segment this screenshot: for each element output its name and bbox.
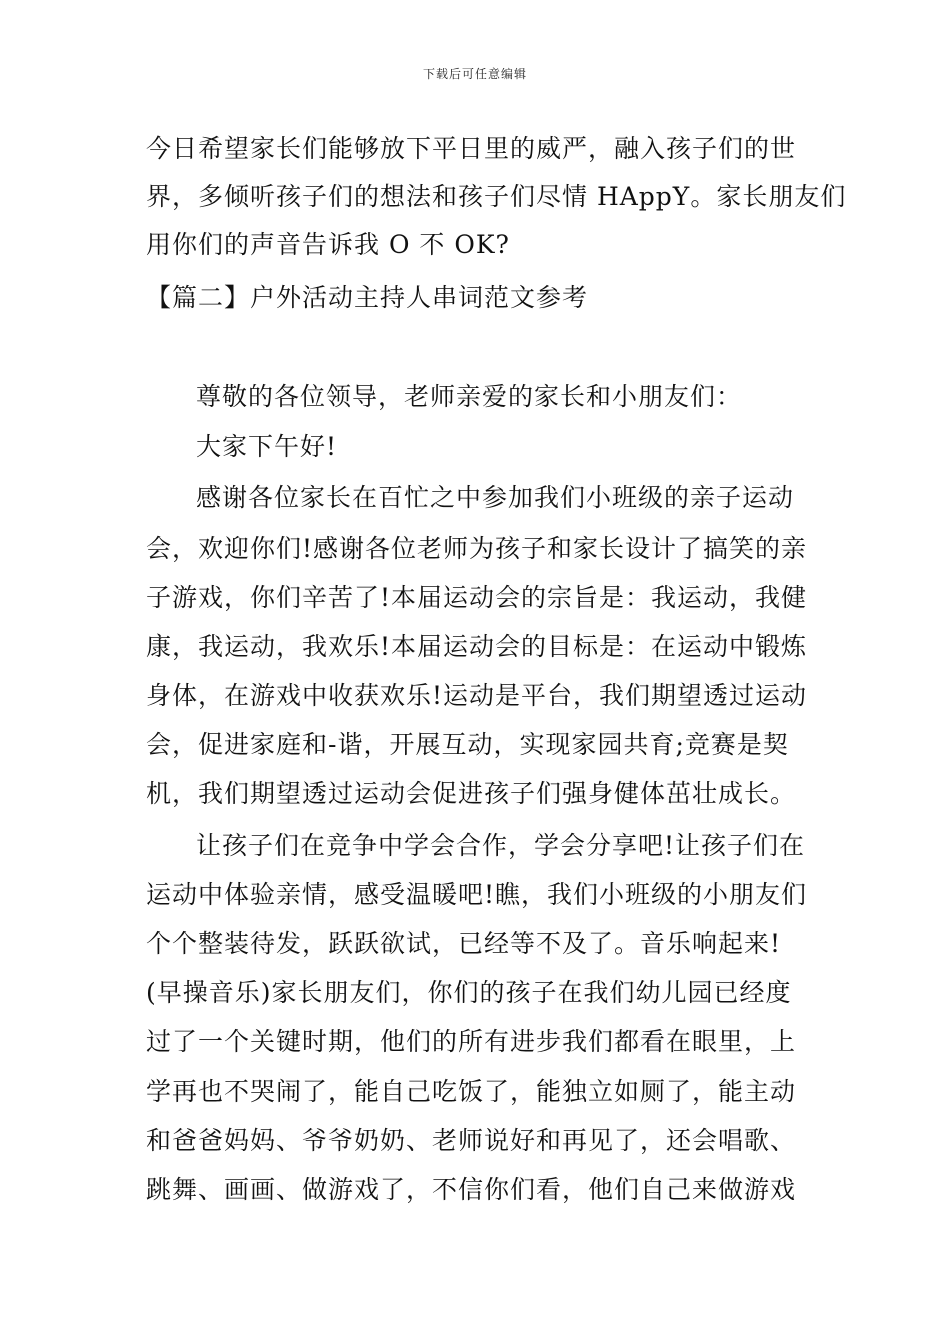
body-line: 子游戏，你们辛苦了!本届运动会的宗旨是：我运动，我健 [146, 583, 808, 612]
body-line: 康，我运动，我欢乐!本届运动会的目标是：在运动中锻炼 [146, 632, 808, 661]
body-line: 机，我们期望透过运动会促进孩子们强身健体茁壮成长。 [146, 779, 797, 808]
body-line: 让孩子们在竞争中学会合作，学会分享吧!让孩子们在 [196, 831, 806, 860]
body-line: (早操音乐)家长朋友们，你们的孩子在我们幼儿园已经度 [146, 978, 792, 1007]
body-line: 运动中体验亲情，感受温暖吧!瞧，我们小班级的小朋友们 [146, 880, 808, 909]
body-line: 感谢各位家长在百忙之中参加我们小班级的亲子运动 [196, 483, 795, 512]
section-heading: 【篇二】户外活动主持人串词范文参考 [146, 283, 589, 312]
body-line: 和爸爸妈妈、爷爷奶奶、老师说好和再见了，还会唱歌、 [146, 1126, 797, 1155]
body-line: 学再也不哭闹了，能自己吃饭了，能独立如厕了，能主动 [146, 1077, 797, 1106]
body-line: 会，欢迎你们!感谢各位老师为孩子和家长设计了搞笑的亲 [146, 534, 808, 563]
body-line: 过了一个关键时期，他们的所有进步我们都看在眼里，上 [146, 1027, 797, 1056]
greeting-line: 大家下午好! [196, 432, 338, 461]
body-line: 会，促进家庭和-谐，开展互动，实现家园共育;竞赛是契 [146, 730, 789, 759]
body-line: 今日希望家长们能够放下平日里的威严，融入孩子们的世 [146, 134, 797, 163]
body-line: 个个整装待发，跃跃欲试，已经等不及了。音乐响起来! [146, 929, 782, 958]
body-line: 身体，在游戏中收获欢乐!运动是平台，我们期望透过运动 [146, 681, 808, 710]
page-header-note: 下载后可任意编辑 [422, 67, 527, 81]
body-line: 跳舞、画画、做游戏了，不信你们看，他们自己来做游戏 [146, 1175, 797, 1204]
salutation-line: 尊敬的各位领导，老师亲爱的家长和小朋友们： [196, 382, 743, 411]
body-line: 用你们的声音告诉我 O 不 OK? [146, 230, 510, 259]
body-line: 界，多倾听孩子们的想法和孩子们尽情 HAppY。家长朋友们 [146, 182, 847, 211]
